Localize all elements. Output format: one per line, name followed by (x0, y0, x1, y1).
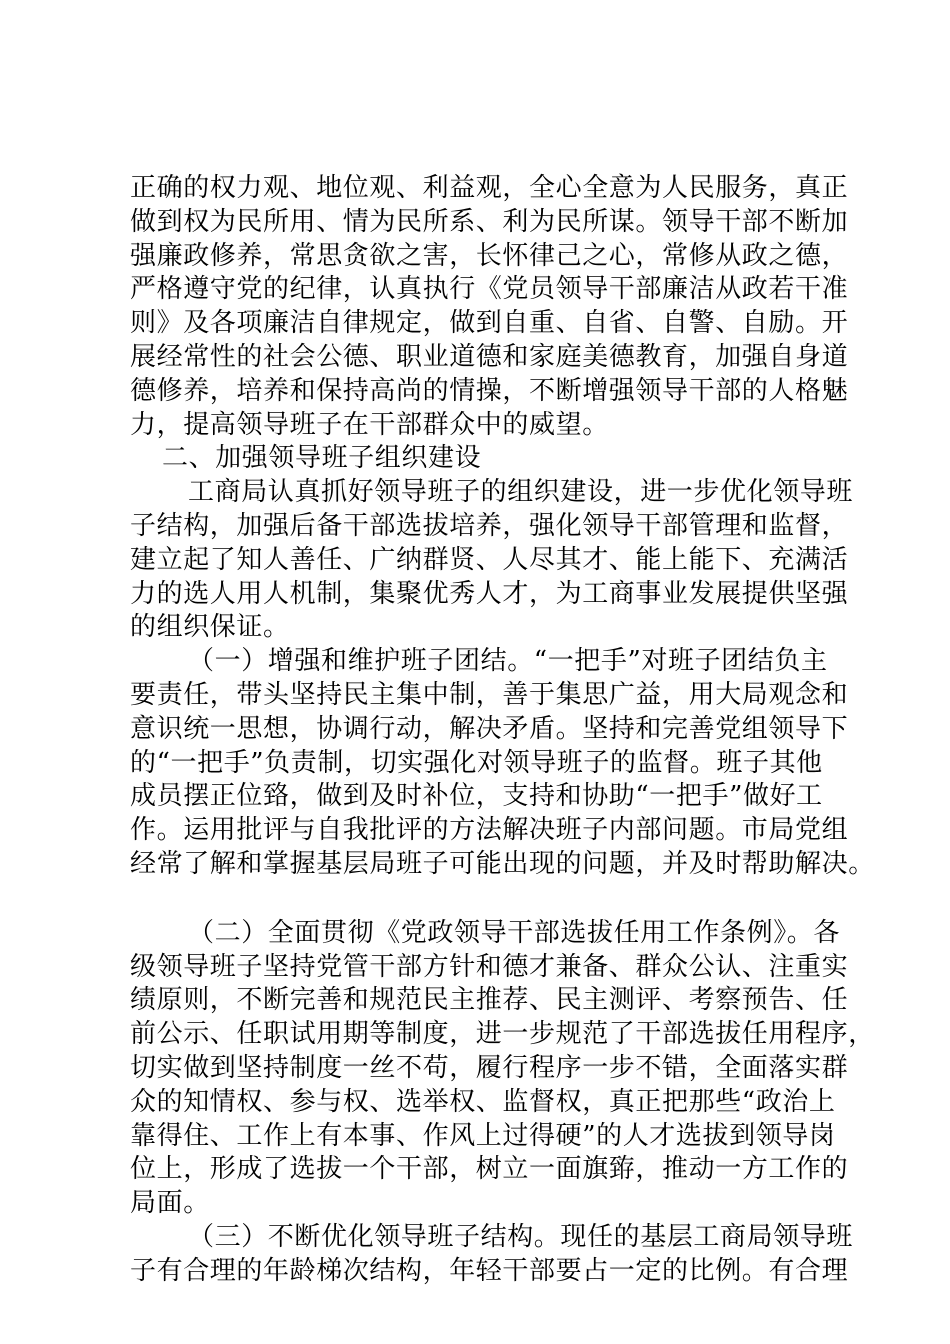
body-line: 力，提高领导班子在干部群众中的威望。 (130, 409, 609, 440)
body-line: 做到权为民所用、情为民所系、利为民所谋。领导干部不断加 (130, 206, 849, 237)
body-line: 绩原则，不断完善和规范民主推荐、民主测评、考察预告、任 (130, 985, 849, 1016)
body-line: 强廉政修养，常思贪欲之害，长怀律己之心，常修从政之德， (130, 240, 849, 271)
body-line: 建立起了知人善任、广纳群贤、人尽其才、能上能下、充满活 (130, 544, 849, 575)
body-line: 要责任，带头坚持民主集中制，善于集思广益，用大局观念和 (130, 679, 849, 710)
body-line: 子结构，加强后备干部选拔培养，强化领导干部管理和监督， (130, 510, 849, 541)
section-heading: 二、加强领导班子组织建设 (162, 443, 482, 474)
body-line: 德修养，培养和保持高尚的情操，不断增强领导干部的人格魅 (130, 375, 849, 406)
paragraph-first-line: 工商局认真抓好领导班子的组织建设，进一步优化领导班 (188, 477, 854, 508)
body-line: 位上，形成了选拔一个干部，树立一面旗臶，推动一方工作的 (130, 1154, 849, 1185)
body-line: 严格遵守党的纪律，认真执行《党员领导干部廉洁从政若干准 (130, 274, 849, 305)
body-line: 级领导班子坚持党管干部方针和德才兼备、群众公认、注重实 (130, 951, 849, 982)
body-line: 众的知情权、参与权、选举权、监督权，真正把那些“政治上 (130, 1086, 836, 1117)
body-line: 成员摆正位臵，做到及时补位，支持和协助“一把手”做好工 (130, 781, 823, 812)
body-line: 展经常性的社会公德、职业道德和家庭美德教育，加强自身道 (130, 341, 849, 372)
body-line: 靠得住、工作上有本事、作风上过得硬”的人才选拔到领导岗 (130, 1120, 836, 1151)
body-line: 经常了解和掌握基层局班子可能出现的问题，并及时帮助解决。 (130, 848, 875, 879)
body-line: 的“一把手”负责制，切实强化对领导班子的监督。班子其他 (130, 747, 823, 778)
body-line: 意识统一思想，协调行动，解决矛盾。坚持和完善党组领导下 (130, 713, 849, 744)
body-line: 正确的权力观、地位观、利益观，全心全意为人民服务，真正 (130, 173, 849, 203)
body-line: 前公示、任职试用期等制度，进一步规范了干部选拔任用程序， (130, 1019, 875, 1050)
subsection-first-line: （三）不断优化领导班子结构。现任的基层工商局领导班 (188, 1221, 854, 1252)
body-line: 则》及各项廉洁自律规定，做到自重、自省、自警、自励。开 (130, 308, 849, 339)
body-line: 切实做到坚持制度一丝不苟，履行程序一步不错，全面落实群 (130, 1052, 849, 1083)
document-body (130, 172, 875, 1289)
body-line: 子有合理的年龄梯次结构，年轻干部要占一定的比例。有合理 (130, 1255, 849, 1286)
body-line: 作。运用批评与自我批评的方法解决班子内部问题。市局党组 (130, 815, 849, 846)
subsection-first-line: （一）增强和维护班子团结。“一把手”对班子团结负主 (188, 646, 828, 677)
body-line: 力的选人用人机制，集聚优秀人才，为工商事业发展提供坚强 (130, 578, 849, 609)
body-line: 局面。 (130, 1188, 210, 1219)
subsection-first-line: （二）全面贯彻《党政领导干部选拔任用工作条例》。各 (188, 917, 841, 948)
blank-line (130, 882, 835, 917)
body-line: 的组织保证。 (130, 612, 290, 643)
